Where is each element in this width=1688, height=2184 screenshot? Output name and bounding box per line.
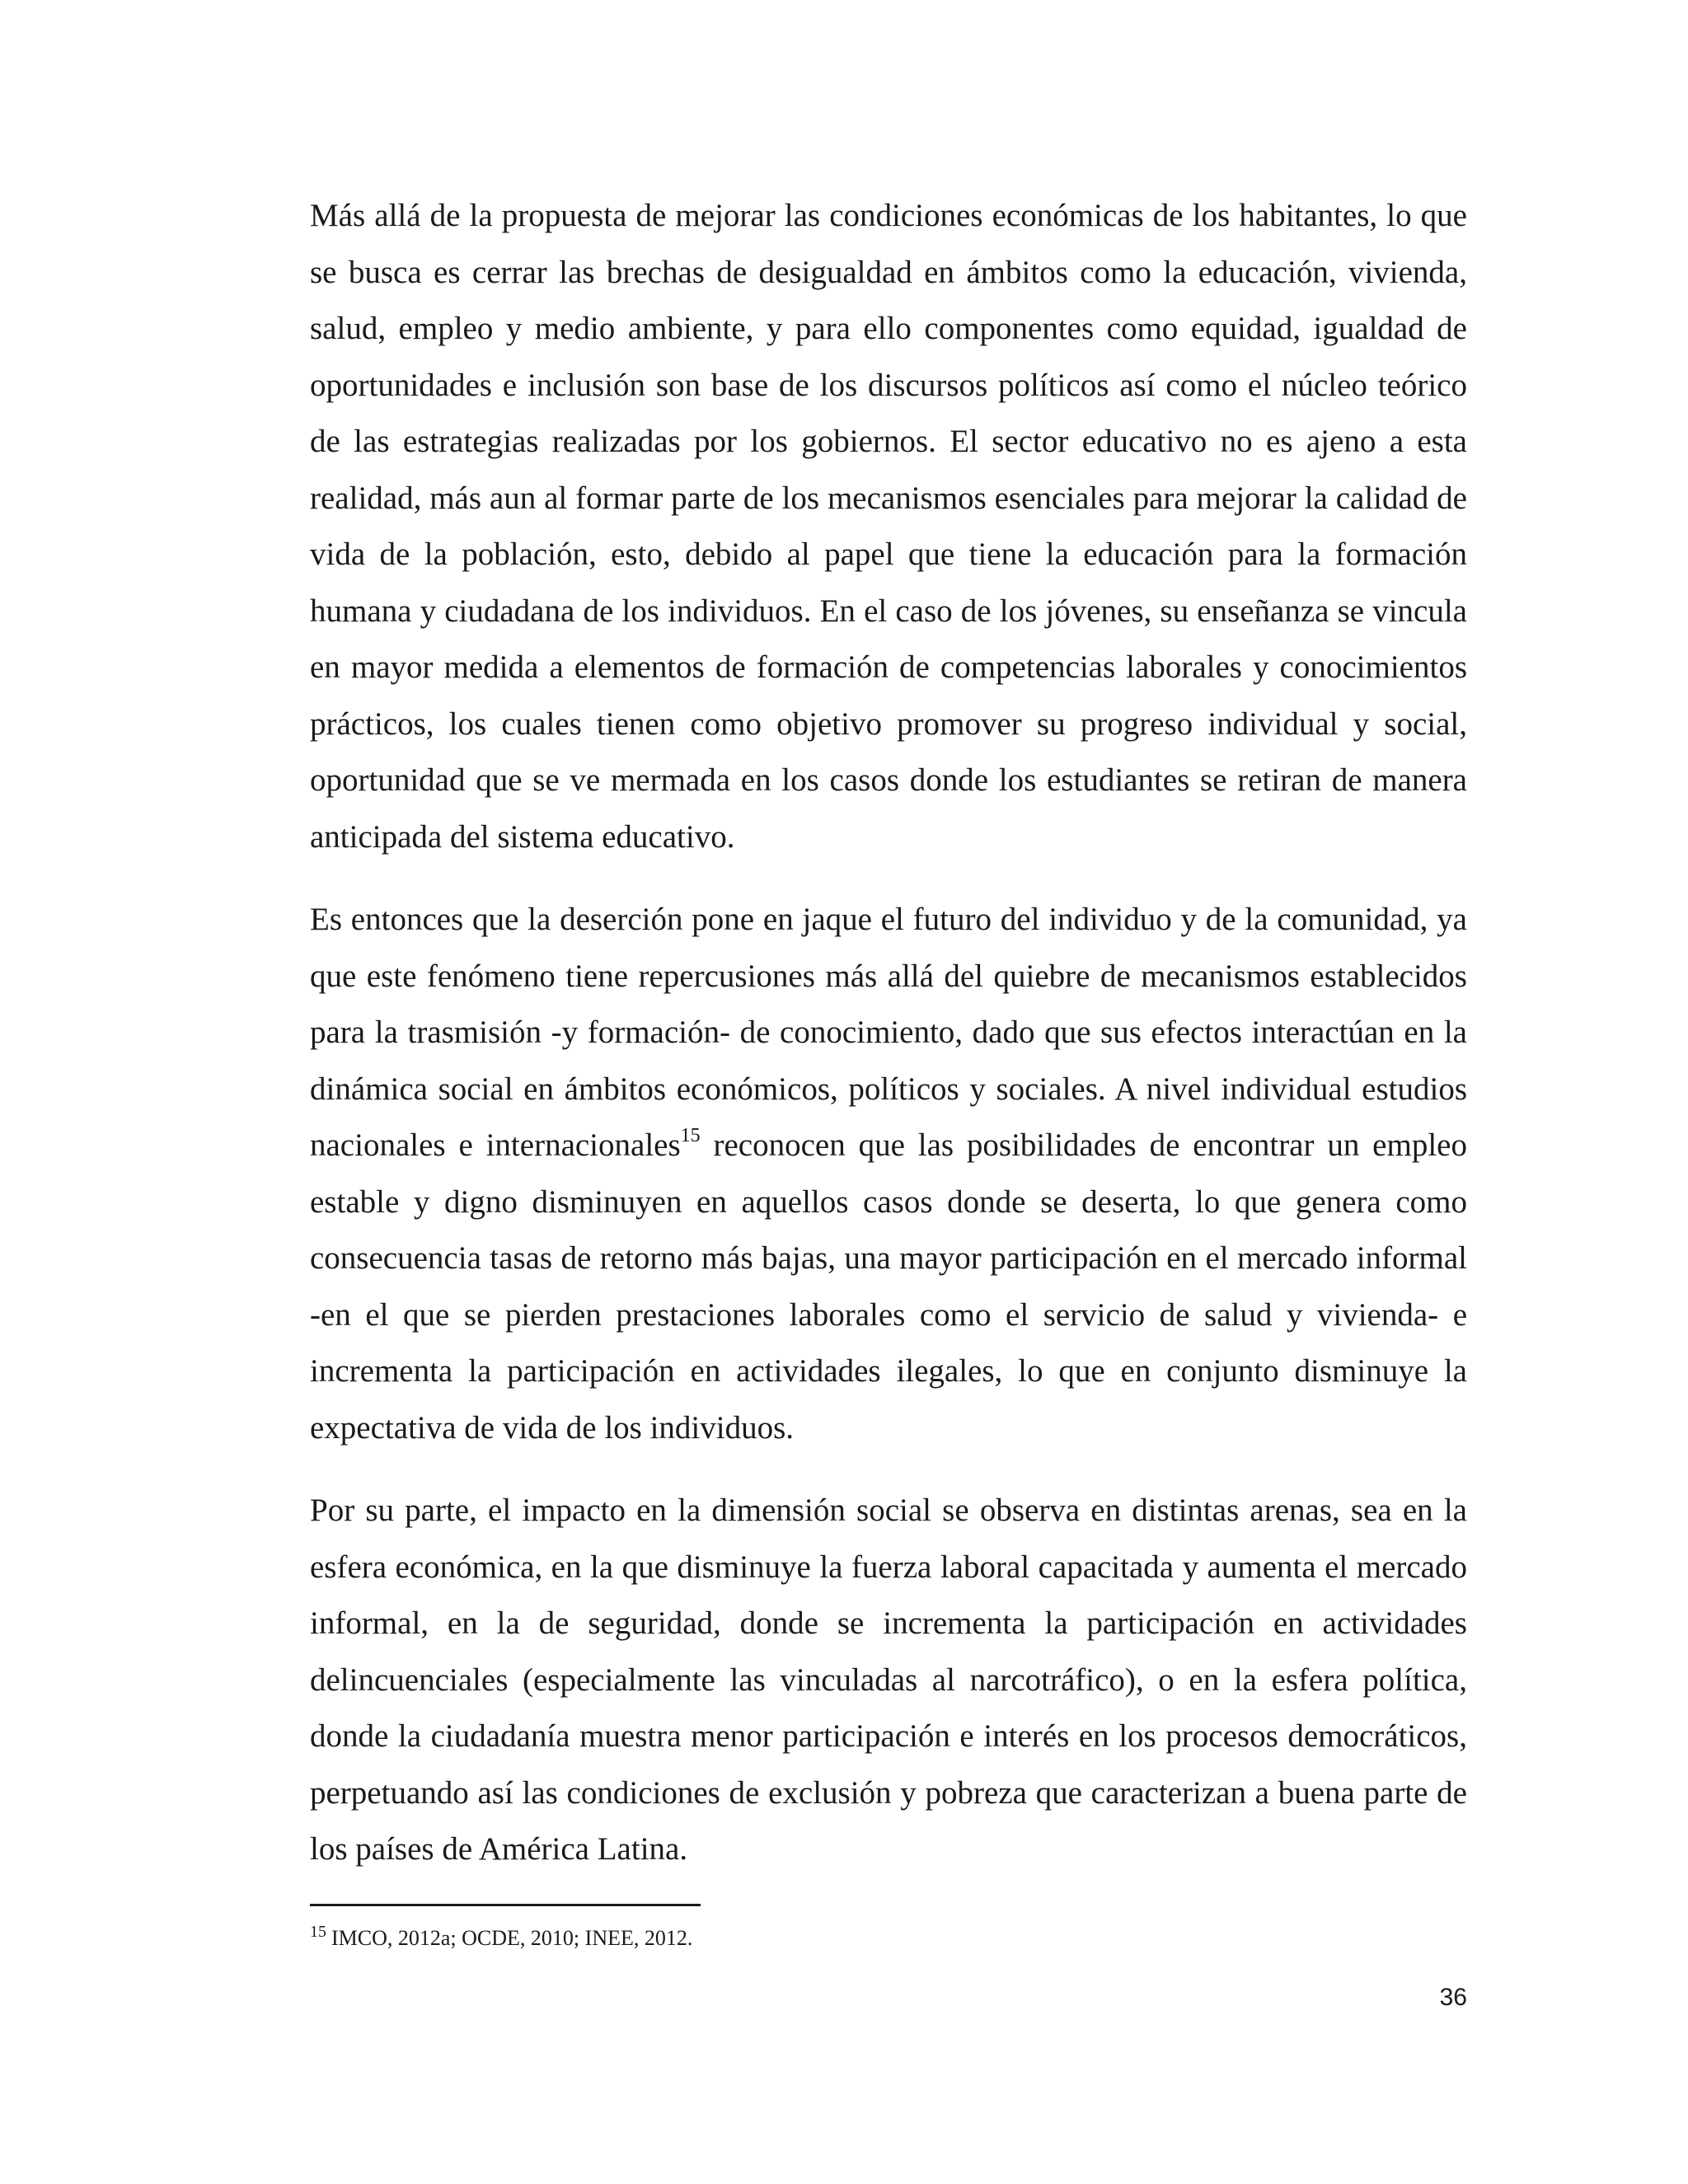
paragraph-2-text-before-note: Es entonces que la deserción pone en jaque el futuro del individuo y de la comunidad, ya que este fenómeno tiene repercusiones más allá del quiebre de mecanismos establecidos para la trasmisión -y formación- de conocimiento, dado que sus efectos interactúan en la dinámica social en ámbitos económicos, políticos y sociales. A nivel individual estudios nacionales e internacionales xyxy=(310,902,1467,1163)
body-text xyxy=(310,188,1467,1905)
paragraph-3: Por su parte, el impacto en la dimensión social se observa en distintas arenas, sea en la esfera económica, en la que disminuye la fuerza laboral capacitada y aumenta el mercado informal, en la de seguridad, donde se incrementa la participación en actividades delincuenciales (especialmente las vinculadas al narcotráfico), o en la esfera política, donde la ciudadanía muestra menor participación e interés en los procesos democráticos, perpetuando así las condiciones de exclusión y pobreza que caracterizan a buena parte de los países de América Latina. xyxy=(310,1493,1467,1867)
paragraph-2 xyxy=(310,892,1467,1456)
page-number: 36 xyxy=(1439,1984,1467,2011)
footnote-text: IMCO, 2012a; OCDE, 2010; INEE, 2012. xyxy=(331,1926,693,1950)
paragraph-1: Más allá de la propuesta de mejorar las condiciones económicas de los habitantes, lo que se busca es cerrar las brechas de desigualdad en ámbitos como la educación, vivienda, salud, empleo y medio ambiente, y para ello componentes como equidad, igualdad de oportunidades e inclusión son base de los discursos políticos así como el núcleo teórico de las estrategias realizadas por los gobiernos. El sector educativo no es ajeno a esta realidad, más aun al formar parte de los mecanismos esenciales para mejorar la calidad de vida de la población, esto, debido al papel que tiene la educación para la formación humana y ciudadana de los individuos. En el caso de los jóvenes, su enseñanza se vincula en mayor medida a elementos de formación de competencias laborales y conocimientos prácticos, los cuales tienen como objetivo promover su progreso individual y social, oportunidad que se ve mermada en los casos donde los estudiantes se retiran de manera anticipada del sistema educativo. xyxy=(310,198,1467,855)
footnote-number: 15 xyxy=(310,1923,326,1941)
footnote xyxy=(310,1922,1467,1955)
footnote-separator xyxy=(310,1904,701,1906)
paragraph-2-text-after-note: reconocen que las posibilidades de encontrar un empleo estable y digno disminuyen en aquellos casos donde se deserta, lo que genera como consecuencia tasas de retorno más bajas, una mayor participación en el mercado informal -en el que se pierden prestaciones laborales como el servicio de salud y vivienda- e incrementa la participación en actividades ilegales, lo que en conjunto disminuye la expectativa de vida de los individuos. xyxy=(310,1127,1467,1446)
footnote-reference[interactable]: 15 xyxy=(680,1125,701,1146)
